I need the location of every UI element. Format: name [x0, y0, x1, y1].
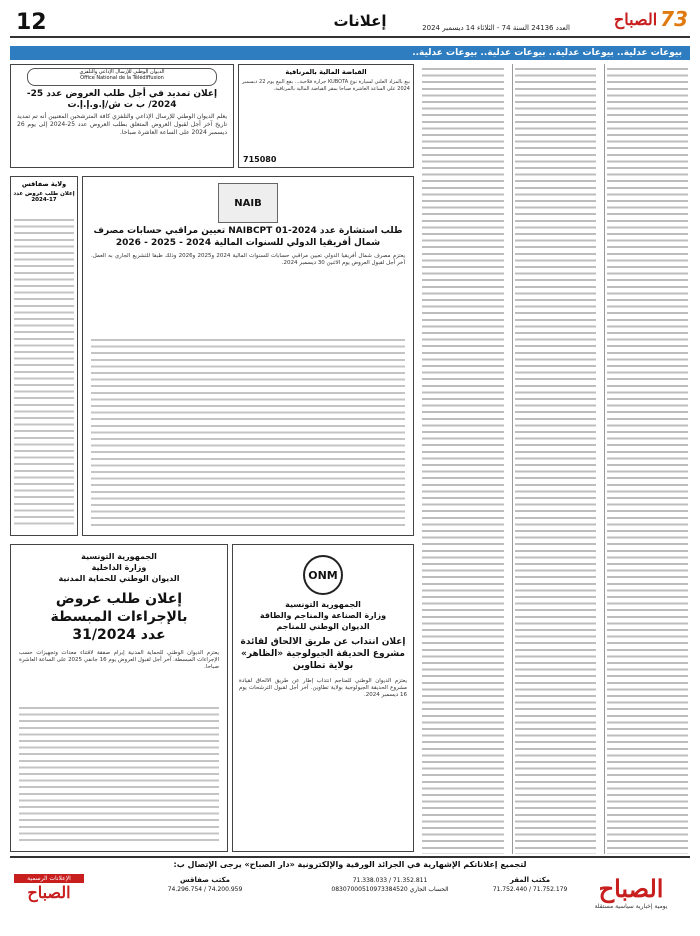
- ad-ont: [10, 64, 234, 168]
- legal-notices-columns: [418, 64, 690, 854]
- brand-name: الصباح: [613, 9, 658, 29]
- ad-tax-office-phone: 715080: [243, 155, 277, 164]
- ad-onm: [232, 544, 414, 852]
- footer-brand-name: الصباح: [598, 874, 664, 903]
- cp-ad-text-filler: [19, 705, 219, 843]
- footer-office-sousse: [310, 876, 470, 926]
- footer-brand: [576, 874, 686, 924]
- brand-logo: [578, 6, 688, 32]
- onm-ad-body: يعتزم الديوان الوطني للمناجم انتداب إطار عن طريق الالحاق لقيادة مشروع الحديقة الجيولوجية بولاية تطاوين. آخر أجل لقبول الترشحات يوم 16 ديسمبر 2024.: [239, 678, 407, 698]
- page-number: 12: [16, 10, 47, 35]
- notice-column-2: [512, 64, 598, 854]
- cp-l3: الديوان الوطني للحماية المدنية: [58, 574, 180, 583]
- onm-ad-title: إعلان انتداب عن طريق الالحاق لقائدة مشروع الحديقة الجيولوجية «الظاهر» بولاية تطاوين: [240, 637, 406, 671]
- cp-l2: وزارة الداخلية: [91, 563, 147, 572]
- ad-tax-office-title: القباضة المالية بالمرناقية: [285, 68, 367, 76]
- onm-l3: الديوان الوطني للمناجم: [276, 622, 370, 631]
- footer-office-sfax-head: مكتب صفاقس: [179, 876, 231, 884]
- page-header: [10, 8, 690, 38]
- footer-account: الحساب الجاري 08307000510973384520: [331, 886, 449, 893]
- onm-l1: الجمهورية التونسية: [285, 600, 361, 609]
- footer-office-hq: [480, 876, 580, 926]
- cp-ad-number: عدد 31/2024: [72, 627, 166, 643]
- ad-tax-office: [238, 64, 414, 168]
- naib-logo-icon: NAIB: [218, 183, 278, 223]
- brand-number: 73: [660, 7, 688, 31]
- ad-sfax-text-filler: [14, 217, 74, 529]
- cp-ad-body: يعتزم الديوان الوطني للحماية المدنية إبرام صفقة لاقتناء معدات وتجهيزات حسب الإجراءات المبسطة. آخر أجل لقبول العروض يوم 16 جانفي 2025 على الساعة العاشرة صباحا.: [19, 650, 219, 670]
- onm-logo-icon: ONM: [303, 555, 343, 595]
- footer-office-sfax-phones: 74.200.959 / 74.296.754: [167, 886, 243, 893]
- ont-ad-title: إعلان تمديد في أجل طلب العروض عدد 25-2024/ ب ت ش/إ.و.إ.إ.ت: [26, 89, 218, 110]
- naib-ad-body: يعتزم مصرف شمال أفريقيا الدولي تعيين مراقبي حسابات للسنوات المالية 2024 و2025 و2026 وذلك طبقا للتشريع الجاري به العمل. آخر أجل لقبول العروض يوم الاثنين 30 ديسمبر 2024.: [91, 253, 406, 266]
- naib-ad-text-filler: [91, 337, 405, 527]
- footer-left-name: الصباح: [27, 883, 71, 902]
- ad-sfax-sub: إعلان طلب عروض عدد 17-2024: [13, 191, 75, 203]
- footer-left-brand: [14, 874, 84, 922]
- footer-office-sousse-phones: 71.352.811 / 71.338.033: [352, 877, 428, 884]
- ont-logo-frame: [27, 68, 217, 86]
- ont-ad-body: يعلم الديوان الوطني للإرسال الإذاعي والتلفزي كافة المترشحين المعنيين أنه تم تمديد تاريخ آخر أجل لقبول العروض المتعلق بطلب العروض عدد 25-2024 إلى يوم 26 ديسمبر 2024 على الساعة العاشرة صباحا.: [17, 113, 228, 136]
- cp-ad-title: إعلان طلب عروض بالإجراءات المبسطة: [50, 591, 188, 625]
- footer-office-hq-phones: 71.752.179 / 71.752.440: [492, 886, 568, 893]
- onm-l2: وزارة الصناعة والمناجم والطاقة: [259, 611, 387, 620]
- ad-civil-protection: [10, 544, 228, 852]
- ad-sfax-title: ولاية صفاقس: [21, 180, 67, 188]
- page-footer: [10, 856, 690, 928]
- ad-naib: [82, 176, 414, 536]
- issue-info: العدد 24136 السنة 74 - الثلاثاء 14 ديسمبر 2024: [422, 24, 570, 32]
- footer-left-label: الإعلانات الرسمية: [14, 874, 84, 883]
- footer-office-hq-head: مكتب المقر: [509, 876, 551, 884]
- footer-office-sfax: [110, 876, 300, 926]
- ont-office-name-fr: Office National de la Télédiffusion: [80, 75, 164, 81]
- judicial-sales-banner: بيوعات عدلية.. بيوعات عدلية.. بيوعات عدلية.. بيوعات عدلية..: [10, 46, 690, 60]
- ad-tax-office-body: بيع بالمزاد العلني لسيارة نوع KUBOTA جرارة فلاحية... يقع البيع يوم 22 ديسمبر 2024 على الساعة العاشرة صباحا بمقر القباضة المالية بالمرناقية.: [242, 79, 410, 92]
- naib-ad-title: طلب استشارة عدد NAIBCPT 01-2024 تعيين مراقبي حسابات مصرف شمال أفريقيا الدولي للسنوات المالية 2024 - 2025 - 2026: [93, 226, 403, 248]
- ont-office-name: الديوان الوطني للإرسال الإذاعي والتلفزي: [79, 69, 165, 75]
- notice-column-3: [420, 64, 506, 854]
- ad-sfax: [10, 176, 78, 536]
- footer-brand-tag: يومية إخبارية سياسية مستقلة: [594, 903, 668, 910]
- cp-l1: الجمهورية التونسية: [81, 552, 157, 561]
- notice-column-1: [604, 64, 690, 854]
- footer-contact-line: لتجميع إعلاناتكم الإشهارية في الجرائد الورقية والإلكترونية «دار الصباح» يرجى الإتصال ب:: [173, 860, 527, 869]
- section-title: إعلانات: [333, 12, 387, 30]
